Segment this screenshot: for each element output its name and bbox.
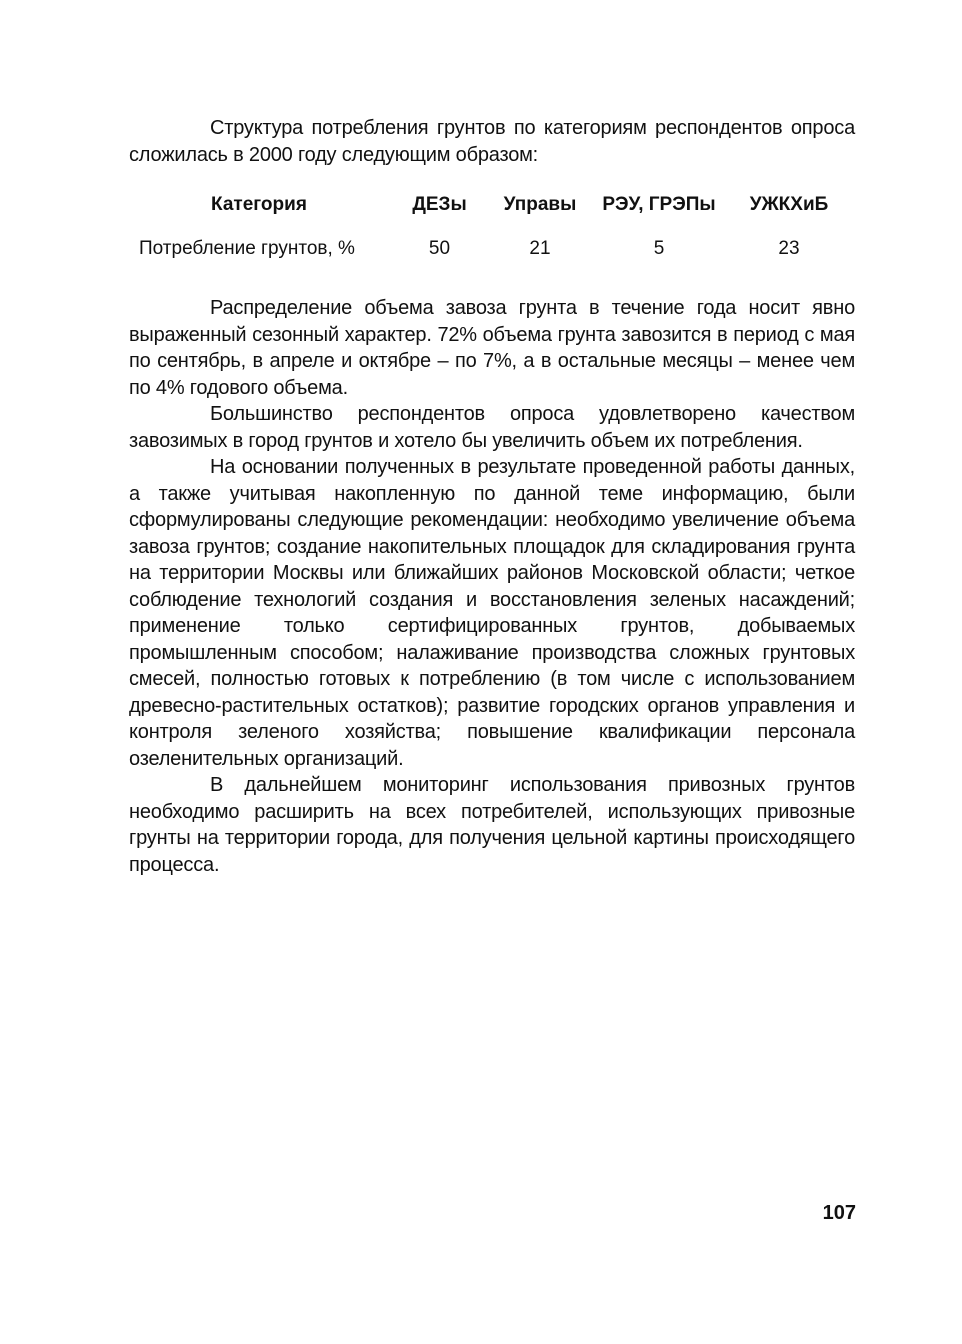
paragraph-distribution: Распределение объема завоза грунта в течение года носит явно выраженный сезонный характер. 72% объема грунта завозится в период с мая по сентябрь, в апреле и октябре – по 7%, а в остальные месяцы – менее чем по 4% годового объема.	[129, 297, 855, 399]
table-cell-reu: 5	[653, 238, 665, 259]
table-cell-uzhkh: 23	[778, 238, 800, 259]
paragraph-satisfaction: Большинство респондентов опроса удовлетворено качеством завозимых в город грунтов и хотело бы увеличить объем их потребления.	[129, 403, 855, 452]
page-number: 107	[822, 1202, 856, 1224]
body-text	[129, 295, 855, 878]
table-header-upravy: Управы	[503, 194, 577, 215]
table-header-category: Категория	[211, 194, 307, 215]
consumption-table	[129, 194, 855, 268]
intro-block	[129, 115, 855, 168]
paragraph-monitoring: В дальнейшем мониторинг использования привозных грунтов необходимо расширить на всех потребителей, использующих привозные грунты на территории города, для получения цельной картины происходящего процесса.	[129, 774, 855, 876]
table-header-row	[129, 194, 855, 224]
table-header-reu: РЭУ, ГРЭПы	[602, 194, 716, 215]
table-row	[129, 238, 855, 268]
table-header-uzhkh: УЖКХиБ	[749, 194, 829, 215]
paragraph-recommendations: На основании полученных в результате проведенной работы данных, а также учитывая накопленную по данной теме информацию, были сформулированы следующие рекомендации: необходимо увеличение объема завоза грунтов; создание накопительных площадок для складирования грунта на территории Москвы или ближайших районов Московской области; четкое соблюдение технологий создания и восстановления зеленых насаждений; применение только сертифицированных грунтов, добываемых промышленным способом; налаживание производства сложных грунтовых смесей, полностью готовых к потреблению (в том числе с использованием древесно-растительных остатков); развитие городских органов управления и контроля зеленого хозяйства; повышение квалификации персонала озеленительных организаций.	[129, 456, 855, 770]
table-row-label: Потребление грунтов, %	[139, 238, 355, 259]
table-cell-dez: 50	[428, 238, 451, 259]
table-header-dez: ДЕЗы	[412, 194, 467, 215]
intro-paragraph: Структура потребления грунтов по категориям респондентов опроса сложилась в 2000 году следующим образом:	[129, 117, 855, 166]
table-cell-upravy: 21	[529, 238, 551, 259]
